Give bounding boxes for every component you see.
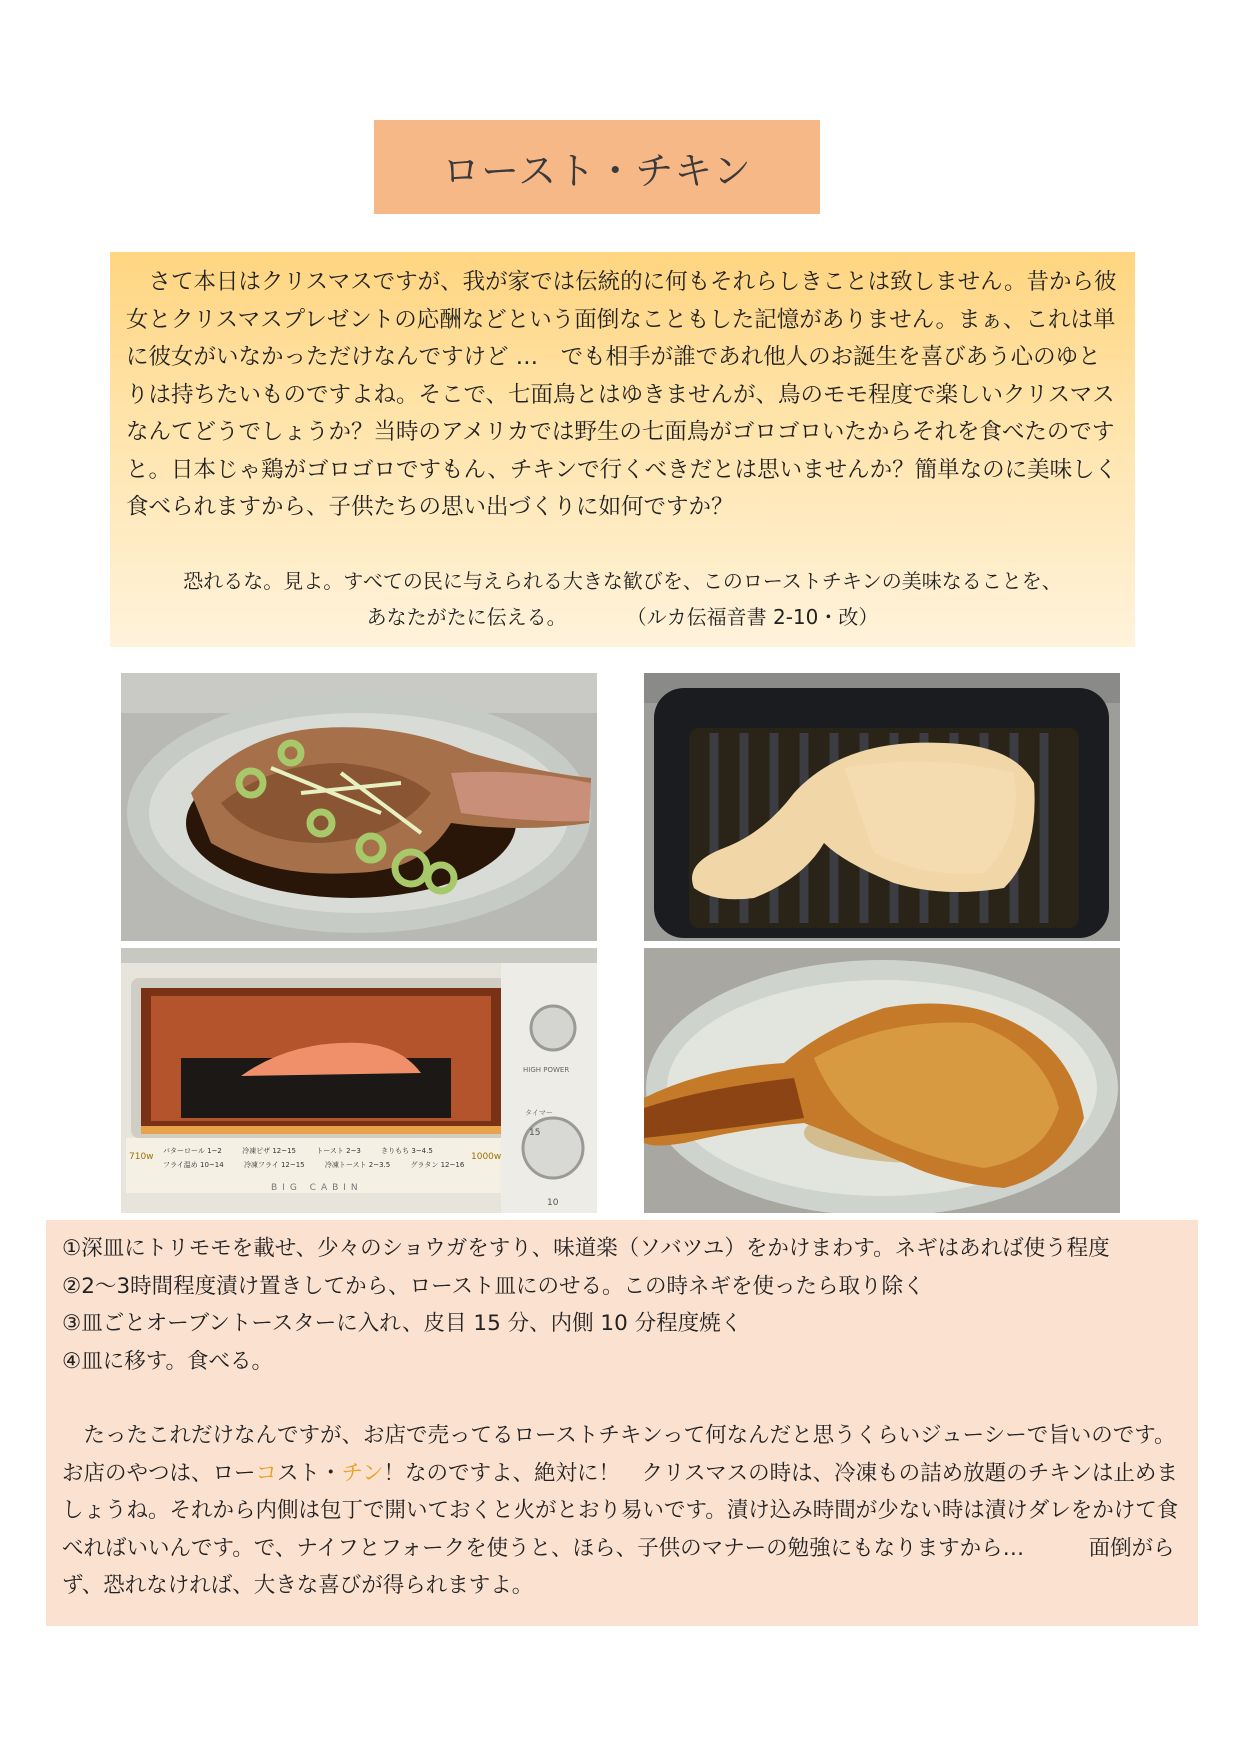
recipe-step-1: ①深皿にトリモモを載せ、少々のショウガをすり、味道楽（ソバツユ）をかけまわす。ネギはあれば使う程度 [62, 1236, 1110, 1261]
oven-menu-item: 冷凍ピザ 12~15 [242, 1147, 296, 1155]
recipe-step-3: ③皿ごとオーブントースターに入れ、皮目 15 分、内側 10 分程度焼く [62, 1311, 743, 1336]
closing-text-1: たったこれだけなんですが、お店で売ってるローストチキンって何なんだと思うくらいジューシーで旨いのです。お店のやつは、ロー [62, 1423, 1176, 1486]
oven-menu-item: 冷凍フライ 12~15 [243, 1161, 305, 1169]
photo-roasted-chicken [644, 948, 1120, 1213]
oven-menu-item: フライ温め 10~14 [163, 1161, 224, 1169]
oven-menu-row-2 [163, 1160, 464, 1170]
oven-dial-10: 10 [547, 1198, 559, 1208]
title-banner [374, 120, 820, 214]
oven-menu-item: 冷凍トースト 2~3.5 [324, 1161, 391, 1169]
bible-quote [126, 563, 1119, 635]
recipe-step-2: ②2～3時間程度漬け置きしてから、ロースト皿にのせる。この時ネギを使ったら取り除く [62, 1273, 925, 1299]
photo-raw-chicken-on-rack [644, 673, 1120, 941]
closing-highlight-2: チン [341, 1460, 384, 1486]
closing-text-2: スト・ [277, 1460, 342, 1486]
oven-menu-item: バターロール 1~2 [163, 1147, 222, 1155]
photo-marinating-chicken [121, 673, 597, 941]
oven-menu-item: グラタン 12~16 [410, 1161, 465, 1169]
intro-paragraph: さて本日はクリスマスですが、我が家では伝統的に何もそれらしきことは致しません。昔から彼女とクリスマスプレゼントの応酬などという面倒なこともした記憶がありません。まぁ、これは単に彼女がいなかっただけなんですけど … でも相手が誰であれ他人のお誕生を喜びあう心のゆとりは持ちたいものですよね。そこで、七面鳥とはゆきませんが、鳥のモモ程度で楽しいクリスマスなんてどうでしょうか？当時のアメリカでは野生の七面鳥がゴロゴロいたからそれを食べたのですと。日本じゃ鶏がゴロゴロですもん、チキンで行くべきだとは思いませんか？簡単なのに美味しく食べられますから、子供たちの思い出づくりに如何ですか？ [126, 269, 1118, 520]
quote-source: （ルカ伝福音書 2-10・改） [636, 604, 879, 629]
oven-menu-item: トースト 2~3 [316, 1147, 361, 1155]
quote-line-1: 恐れるな。見よ。すべての民に与えられる大きな歓びを、このローストチキンの美味なることを、 [183, 568, 1062, 593]
recipe-step-4: ④皿に移す。食べる。 [62, 1348, 274, 1374]
closing-paragraph [62, 1417, 1182, 1605]
oven-high-power-label: HIGH POWER [523, 1066, 570, 1074]
closing-text-3: ！なのですよ、絶対に！ クリスマスの時は、冷凍もの詰め放題のチキンは止めましょうね。それから内側は包丁で開いておくと火がとおり易いです。漬け込み時間が少ない時は漬けダレをかけて食べればいいんです。で、ナイフとフォークを使うと、ほら、子供のマナーの勉強にもなりますから… 面倒がらず、恐れなければ、大きな喜びが得られますよ。 [62, 1460, 1179, 1598]
oven-dial-15: 15 [529, 1128, 541, 1138]
oven-watt-left: 710w [129, 1152, 154, 1162]
oven-brand: BIG CABIN [271, 1183, 363, 1193]
oven-menu-row-1 [163, 1146, 433, 1156]
page-title: ロースト・チキン [442, 148, 752, 193]
quote-line-2: あなたがたに伝える。 [366, 604, 567, 629]
closing-highlight-1: コ [255, 1460, 278, 1486]
photo-toaster-oven [121, 948, 597, 1213]
oven-watt-right: 1000w [471, 1152, 502, 1162]
recipe-steps-box [46, 1220, 1198, 1626]
intro-box [110, 252, 1135, 647]
oven-menu-item: きりもち 3~4.5 [381, 1147, 433, 1155]
oven-timer-label: タイマー [525, 1109, 553, 1117]
